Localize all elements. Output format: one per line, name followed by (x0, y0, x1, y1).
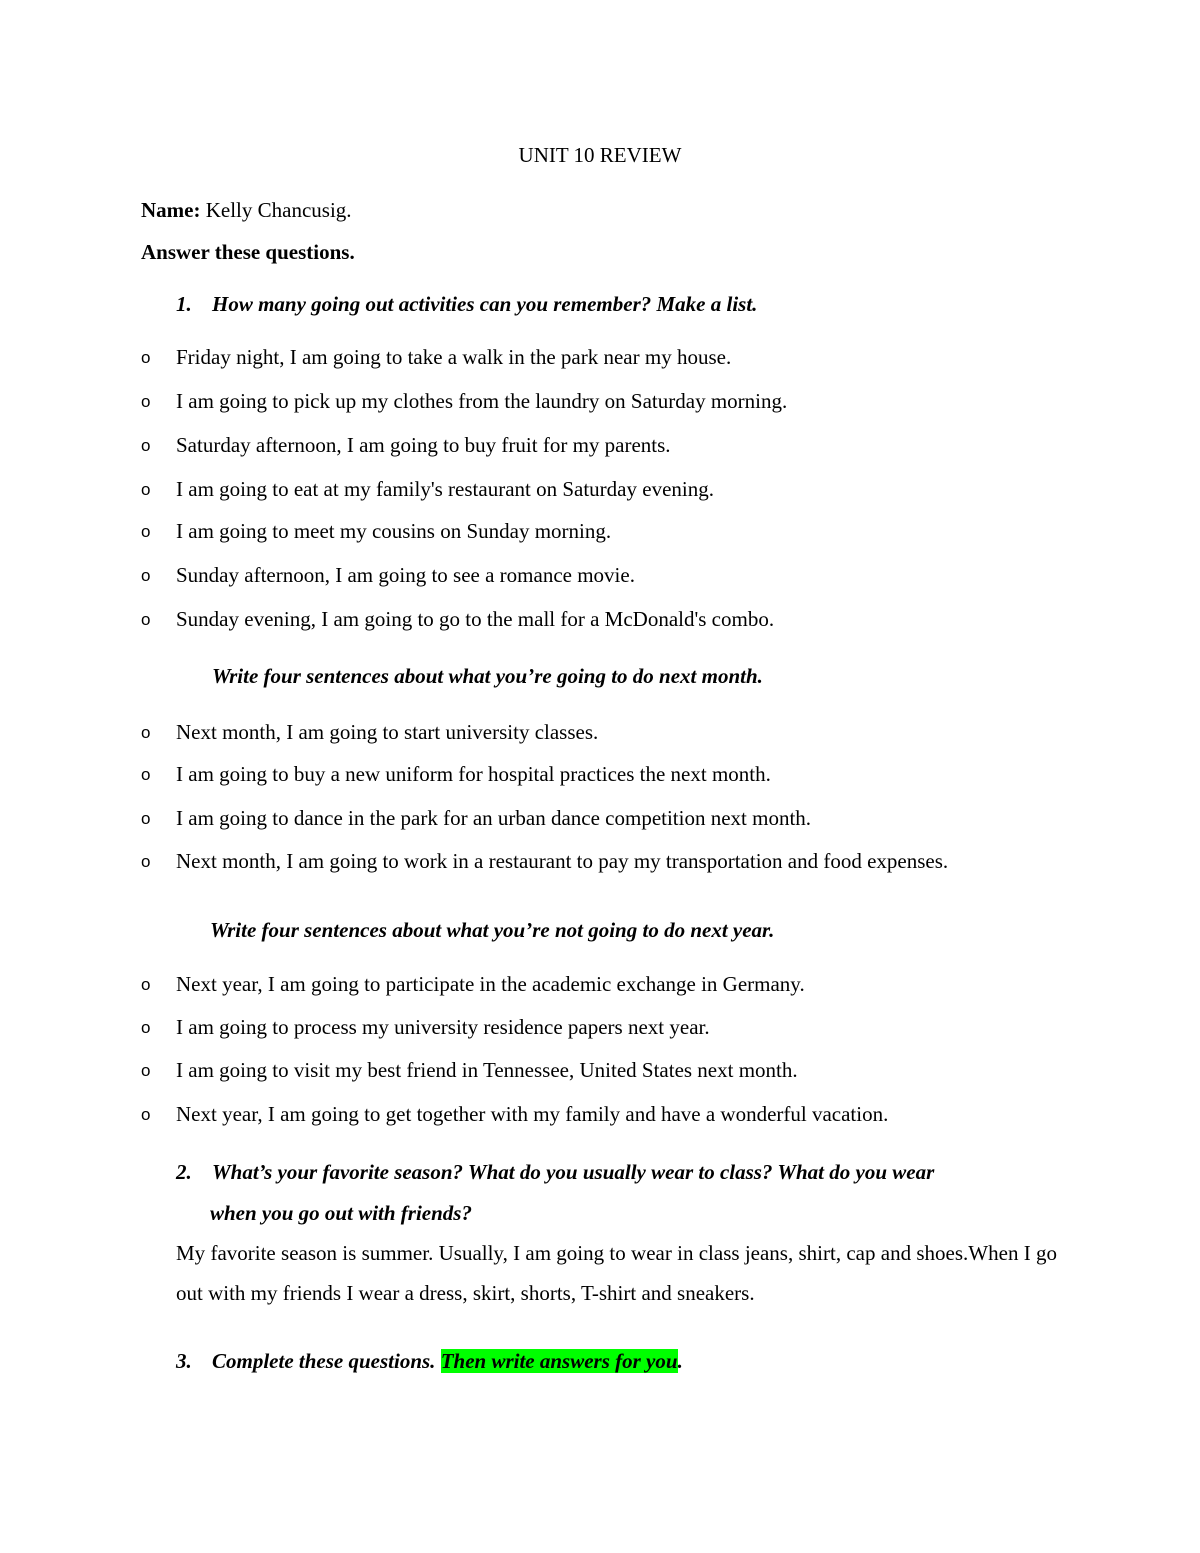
list-item (141, 477, 714, 502)
question-2-heading-line-1 (176, 1160, 934, 1185)
list-item-text: Sunday afternoon, I am going to see a romance movie. (176, 563, 635, 587)
question-2-answer: My favorite season is summer. Usually, I am going to wear in class jeans, shirt, cap and shoes.When I go out with my friends I wear a dress, skirt, shorts, T-shirt and sneakers. (176, 1241, 1057, 1305)
bullet-icon: o (141, 480, 151, 499)
list-item (141, 806, 811, 831)
name-value: Kelly Chancusig. (200, 198, 352, 222)
question-3-number: 3. (176, 1349, 192, 1373)
bullet-icon: o (141, 809, 151, 828)
bullet-icon: o (141, 566, 151, 585)
list-item-text: I am going to process my university residence papers next year. (176, 1015, 710, 1039)
list-item-text: Friday night, I am going to take a walk in the park near my house. (176, 345, 732, 369)
question-2-text-line-1: What’s your favorite season? What do you usually wear to class? What do you wear (212, 1160, 935, 1184)
list-item (141, 1015, 710, 1040)
list-item (141, 433, 671, 458)
list-item-text: Saturday afternoon, I am going to buy fruit for my parents. (176, 433, 671, 457)
list-item-text: Next year, I am going to participate in the academic exchange in Germany. (176, 972, 805, 996)
bullet-icon: o (141, 975, 151, 994)
list-item-text: I am going to pick up my clothes from the laundry on Saturday morning. (176, 389, 788, 413)
bullet-icon: o (141, 852, 151, 871)
list-item-text: Sunday evening, I am going to go to the mall for a McDonald's combo. (176, 607, 775, 631)
question-2-number: 2. (176, 1160, 192, 1184)
list-item (141, 720, 598, 745)
bullet-icon: o (141, 1018, 151, 1037)
question-1-number: 1. (176, 292, 192, 316)
next-month-heading: Write four sentences about what you’re going to do next month. (212, 664, 763, 688)
list-item (141, 519, 611, 544)
list-item-text: Next year, I am going to get together with my family and have a wonderful vacation. (176, 1102, 889, 1126)
instruction: Answer these questions. (141, 240, 355, 264)
list-item (141, 1058, 798, 1083)
bullet-icon: o (141, 1061, 151, 1080)
list-item (141, 849, 948, 874)
bullet-icon: o (141, 610, 151, 629)
student-name-line (141, 198, 352, 223)
next-year-heading: Write four sentences about what you’re not going to do next year. (210, 918, 775, 942)
bullet-icon: o (141, 436, 151, 455)
list-item-text: I am going to buy a new uniform for hospital practices the next month. (176, 762, 771, 786)
list-item-text: I am going to dance in the park for an urban dance competition next month. (176, 806, 812, 830)
question-1-text: How many going out activities can you remember? Make a list. (212, 292, 758, 316)
list-item (141, 972, 805, 997)
bullet-icon: o (141, 1105, 151, 1124)
list-item (141, 1102, 888, 1127)
question-3-text: Complete these questions. (212, 1349, 441, 1373)
question-3-highlighted-text: Then write answers for you (440, 1349, 678, 1373)
list-item-text: I am going to visit my best friend in Tennessee, United States next month. (176, 1058, 798, 1082)
question-1-heading (176, 292, 757, 317)
bullet-icon: o (141, 522, 151, 541)
list-item (141, 563, 635, 588)
bullet-icon: o (141, 392, 151, 411)
list-item (141, 345, 731, 370)
list-item-text: Next month, I am going to work in a restaurant to pay my transportation and food expenses. (176, 849, 949, 873)
question-2-text-line-2: when you go out with friends? (210, 1201, 472, 1225)
name-label: Name: (141, 198, 201, 222)
list-item-text: I am going to eat at my family's restaurant on Saturday evening. (176, 477, 714, 501)
question-3-heading (176, 1349, 683, 1374)
bullet-icon: o (141, 765, 151, 784)
document-title: UNIT 10 REVIEW (518, 143, 682, 167)
bullet-icon: o (141, 723, 151, 742)
bullet-icon: o (141, 348, 151, 367)
list-item (141, 762, 771, 787)
list-item (141, 607, 774, 632)
list-item (141, 389, 787, 414)
list-item-text: Next month, I am going to start university classes. (176, 720, 599, 744)
list-item-text: I am going to meet my cousins on Sunday morning. (176, 519, 612, 543)
question-3-trailing: . (677, 1349, 683, 1373)
